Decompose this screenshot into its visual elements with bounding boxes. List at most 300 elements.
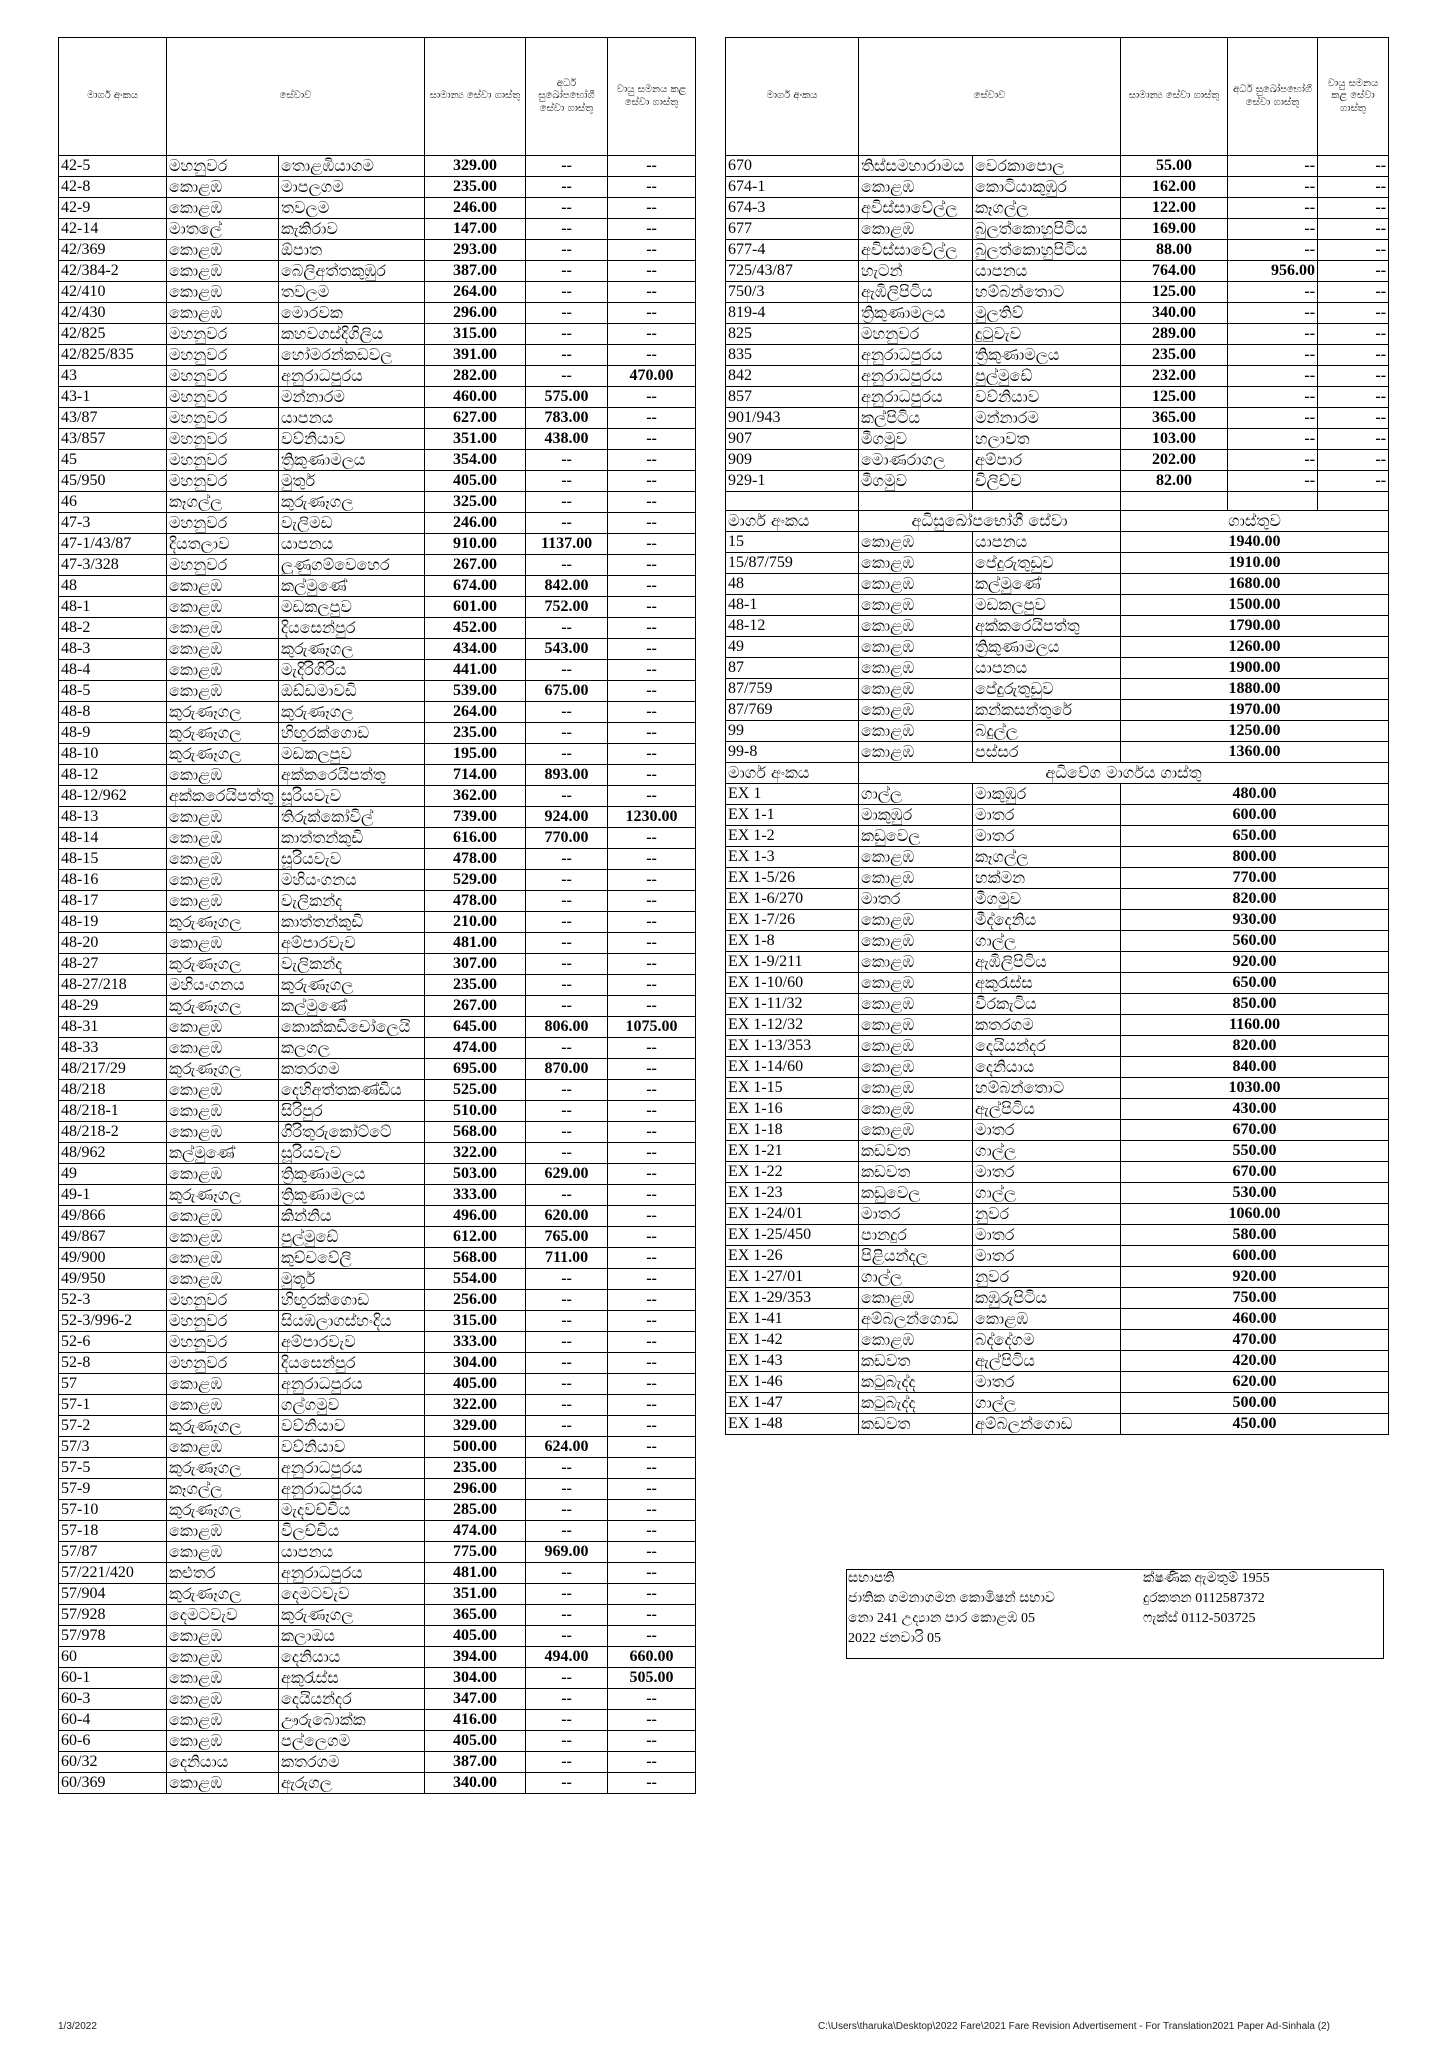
origin: මහනුවර [167, 387, 279, 408]
origin: කොළඹ [167, 261, 279, 282]
route-number: 48/218-2 [59, 1122, 167, 1143]
destination: බුලත්කොහුපිටිය [973, 240, 1121, 261]
ac-fare: 505.00 [608, 1668, 696, 1689]
normal-fare: 147.00 [425, 219, 526, 240]
origin: කොළඹ [859, 1330, 973, 1351]
origin: මහනුවර [167, 1311, 279, 1332]
route-number: 725/43/87 [726, 261, 859, 282]
right-fare-table [725, 37, 1389, 1435]
table-row [59, 870, 696, 891]
table-row [59, 429, 696, 450]
table-row [59, 1038, 696, 1059]
destination: ත්‍රිකුණාමලය [279, 1164, 425, 1185]
normal-fare: 322.00 [425, 1395, 526, 1416]
origin: කොළඹ [167, 1164, 279, 1185]
ac-fare: -- [608, 219, 696, 240]
semi-luxury-fare: -- [526, 1143, 608, 1164]
origin: කොළඹ [859, 931, 973, 952]
semi-luxury-fare: 806.00 [526, 1017, 608, 1038]
semi-luxury-fare: -- [526, 303, 608, 324]
table-row [726, 366, 1389, 387]
route-number: EX 1-46 [726, 1372, 859, 1393]
destination: කුරුණෑගල [279, 639, 425, 660]
ac-fare: -- [608, 198, 696, 219]
luxury-fare: 1250.00 [1121, 721, 1389, 742]
route-number: 48 [59, 576, 167, 597]
table-row [726, 198, 1389, 219]
expressway-fare: 580.00 [1121, 1225, 1389, 1246]
origin: අනුරාධපුරය [859, 345, 973, 366]
table-row [59, 765, 696, 786]
origin: කොළඹ [859, 658, 973, 679]
luxury-fare: 1940.00 [1121, 532, 1389, 553]
sig-address: නො 241 උද්‍යාන පාර කොළඹ 05 [848, 1611, 1035, 1626]
ac-fare: -- [608, 261, 696, 282]
normal-fare: 235.00 [425, 1458, 526, 1479]
table-row [726, 1309, 1389, 1330]
semi-luxury-fare: -- [526, 1395, 608, 1416]
destination: මඩකලපුව [279, 597, 425, 618]
normal-fare: 394.00 [425, 1647, 526, 1668]
ac-fare: -- [608, 1395, 696, 1416]
destination: කල්මුණේ [973, 574, 1121, 595]
ac-fare: -- [1318, 282, 1389, 303]
route-number: 42/384-2 [59, 261, 167, 282]
origin: කොළඹ [167, 639, 279, 660]
table-row [726, 1099, 1389, 1120]
destination: අනුරාධපුරය [279, 1563, 425, 1584]
route-number: 57-2 [59, 1416, 167, 1437]
route-number: EX 1-11/32 [726, 994, 859, 1015]
table-row [59, 597, 696, 618]
normal-fare: 481.00 [425, 933, 526, 954]
route-number: EX 1-2 [726, 826, 859, 847]
destination: ත්‍රිකුණාමලය [973, 637, 1121, 658]
origin: මහනුවර [167, 156, 279, 177]
origin: කොළඹ [167, 1437, 279, 1458]
semi-luxury-fare: -- [526, 1521, 608, 1542]
semi-luxury-fare: -- [526, 1626, 608, 1647]
table-row [59, 219, 696, 240]
route-number: 48-12/962 [59, 786, 167, 807]
origin: අම්බලන්ගොඩ [859, 1309, 973, 1330]
semi-luxury-fare: -- [526, 870, 608, 891]
destination: පස්සර [973, 742, 1121, 763]
table-row [726, 910, 1389, 931]
table-row [726, 637, 1389, 658]
semi-luxury-fare: -- [1228, 198, 1318, 219]
table-row [59, 996, 696, 1017]
semi-luxury-fare: -- [1228, 471, 1318, 492]
semi-luxury-fare: -- [526, 1038, 608, 1059]
origin: කොළඹ [167, 849, 279, 870]
normal-fare: 365.00 [1121, 408, 1228, 429]
luxury-col-service: අධිසුඛෝපභෝගී සේවා [859, 511, 1121, 532]
table-row [59, 1437, 696, 1458]
origin: කොළඹ [859, 973, 973, 994]
route-number: EX 1-43 [726, 1351, 859, 1372]
normal-fare: 235.00 [425, 723, 526, 744]
route-number: EX 1-5/26 [726, 868, 859, 889]
origin: කොළඹ [167, 828, 279, 849]
semi-luxury-fare: -- [526, 1500, 608, 1521]
origin: කොළඹ [859, 1078, 973, 1099]
table-row [726, 324, 1389, 345]
normal-fare: 82.00 [1121, 471, 1228, 492]
destination: වැලිකන්ද [279, 891, 425, 912]
table-row [726, 805, 1389, 826]
normal-fare: 340.00 [425, 1773, 526, 1794]
ac-fare: -- [608, 1164, 696, 1185]
expressway-fare: 600.00 [1121, 805, 1389, 826]
ac-fare: 1230.00 [608, 807, 696, 828]
normal-fare: 267.00 [425, 996, 526, 1017]
semi-luxury-fare: -- [526, 1353, 608, 1374]
origin: දෙමටවැව [167, 1605, 279, 1626]
destination: සූරියවැව [279, 849, 425, 870]
semi-luxury-fare: -- [526, 1479, 608, 1500]
ac-fare: -- [608, 660, 696, 681]
destination: මාතර [973, 1246, 1121, 1267]
route-number: 15/87/759 [726, 553, 859, 574]
origin: මහනුවර [167, 1353, 279, 1374]
table-row [59, 1164, 696, 1185]
destination: කල්මුණේ [279, 996, 425, 1017]
table-row [59, 828, 696, 849]
origin: කටුබැද්ද [859, 1372, 973, 1393]
table-row [726, 721, 1389, 742]
ac-fare: -- [608, 1563, 696, 1584]
destination: දෙයියන්දර [973, 1036, 1121, 1057]
table-row [726, 574, 1389, 595]
ac-fare: 470.00 [608, 366, 696, 387]
destination: ගාල්ල [973, 1141, 1121, 1162]
semi-luxury-fare: -- [526, 723, 608, 744]
ac-fare: -- [608, 828, 696, 849]
destination: දෙයියන්දර [279, 1689, 425, 1710]
expressway-fare: 650.00 [1121, 826, 1389, 847]
table-row [726, 658, 1389, 679]
normal-fare: 441.00 [425, 660, 526, 681]
table-row [726, 156, 1389, 177]
destination: කොටියාකුඹුර [973, 177, 1121, 198]
origin: පානදුර [859, 1225, 973, 1246]
route-number: 45/950 [59, 471, 167, 492]
origin: කොළඹ [167, 765, 279, 786]
normal-fare: 481.00 [425, 1563, 526, 1584]
origin: කොළඹ [859, 952, 973, 973]
expressway-fare: 480.00 [1121, 784, 1389, 805]
ac-fare: -- [608, 954, 696, 975]
route-number: 48-5 [59, 681, 167, 702]
normal-fare: 365.00 [425, 1605, 526, 1626]
origin: කුරුණෑගල [167, 1458, 279, 1479]
origin: මහියංගනය [167, 975, 279, 996]
semi-luxury-fare: -- [526, 618, 608, 639]
destination: ත්‍රිකුණාමලය [973, 345, 1121, 366]
origin: මහනුවර [167, 429, 279, 450]
ac-fare: -- [608, 156, 696, 177]
origin: අවිස්සාවේල්ල [859, 240, 973, 261]
table-row [59, 1605, 696, 1626]
semi-luxury-fare: -- [526, 1185, 608, 1206]
normal-fare: 296.00 [425, 303, 526, 324]
expressway-fare: 920.00 [1121, 1267, 1389, 1288]
origin: කොළඹ [167, 597, 279, 618]
origin: කොළඹ [167, 891, 279, 912]
table-row [59, 408, 696, 429]
normal-fare: 452.00 [425, 618, 526, 639]
destination: ගාල්ල [973, 1393, 1121, 1414]
normal-fare: 568.00 [425, 1122, 526, 1143]
semi-luxury-fare: -- [526, 366, 608, 387]
route-number: EX 1-8 [726, 931, 859, 952]
route-number: 43-1 [59, 387, 167, 408]
semi-luxury-fare: 842.00 [526, 576, 608, 597]
table-row [59, 1689, 696, 1710]
ac-fare: -- [1318, 219, 1389, 240]
origin: කොළඹ [167, 1374, 279, 1395]
semi-luxury-fare: -- [526, 1689, 608, 1710]
normal-fare: 362.00 [425, 786, 526, 807]
normal-fare: 474.00 [425, 1038, 526, 1059]
route-number: 57/87 [59, 1542, 167, 1563]
table-row [726, 553, 1389, 574]
origin: පිළියන්දල [859, 1246, 973, 1267]
destination: ත්‍රිකුණාමලය [279, 1185, 425, 1206]
semi-luxury-fare: -- [526, 1731, 608, 1752]
table-row [59, 1563, 696, 1584]
expressway-fare: 930.00 [1121, 910, 1389, 931]
route-number: 47-1/43/87 [59, 534, 167, 555]
route-number: 929-1 [726, 471, 859, 492]
route-number: 819-4 [726, 303, 859, 324]
destination: මාතර [973, 1372, 1121, 1393]
route-number: 48-4 [59, 660, 167, 681]
expressway-fare: 840.00 [1121, 1057, 1389, 1078]
destination: ලුණුගම්වෙහෙර [279, 555, 425, 576]
normal-fare: 387.00 [425, 1752, 526, 1773]
semi-luxury-fare: -- [1228, 177, 1318, 198]
route-number: 909 [726, 450, 859, 471]
expressway-fare: 560.00 [1121, 931, 1389, 952]
semi-luxury-fare: -- [526, 240, 608, 261]
origin: කොළඹ [167, 1269, 279, 1290]
table-row [59, 1416, 696, 1437]
normal-fare: 739.00 [425, 807, 526, 828]
route-number: 47-3 [59, 513, 167, 534]
route-number: 57-10 [59, 1500, 167, 1521]
normal-fare: 333.00 [425, 1332, 526, 1353]
ac-fare: -- [608, 1248, 696, 1269]
destination: මහියංගනය [279, 870, 425, 891]
destination: යාපනය [279, 408, 425, 429]
ac-fare: -- [608, 912, 696, 933]
origin: කොළඹ [167, 681, 279, 702]
semi-luxury-fare: -- [526, 261, 608, 282]
table-row [726, 387, 1389, 408]
ac-fare: -- [608, 639, 696, 660]
table-row [59, 261, 696, 282]
normal-fare: 169.00 [1121, 219, 1228, 240]
destination: කෑගල්ල [973, 198, 1121, 219]
normal-fare: 500.00 [425, 1437, 526, 1458]
destination: බෙලිඅත්තකුඹුර [279, 261, 425, 282]
destination: හෝමරන්කඩවල [279, 345, 425, 366]
normal-fare: 775.00 [425, 1542, 526, 1563]
destination: පේදුරුතුඩුව [973, 553, 1121, 574]
table-row [59, 387, 696, 408]
normal-fare: 256.00 [425, 1290, 526, 1311]
destination: මැදවච්චිය [279, 1500, 425, 1521]
destination: තවලම [279, 198, 425, 219]
ac-fare: -- [608, 996, 696, 1017]
semi-luxury-fare: 770.00 [526, 828, 608, 849]
ac-fare: -- [608, 1731, 696, 1752]
semi-luxury-fare: -- [526, 1101, 608, 1122]
table-row [726, 219, 1389, 240]
destination: මඩකලපුව [973, 595, 1121, 616]
ac-fare: -- [608, 1542, 696, 1563]
expressway-fare: 850.00 [1121, 994, 1389, 1015]
table-row [726, 1204, 1389, 1225]
expressway-fare: 920.00 [1121, 952, 1389, 973]
destination: හම්බන්තොට [973, 1078, 1121, 1099]
route-number: 57-18 [59, 1521, 167, 1542]
origin: කොළඹ [167, 1710, 279, 1731]
route-number: 857 [726, 387, 859, 408]
expressway-fare: 750.00 [1121, 1288, 1389, 1309]
origin: මහනුවර [167, 471, 279, 492]
semi-luxury-fare: 752.00 [526, 597, 608, 618]
normal-fare: 122.00 [1121, 198, 1228, 219]
table-row [59, 1185, 696, 1206]
ac-fare: -- [1318, 450, 1389, 471]
origin: කොළඹ [859, 595, 973, 616]
route-number: EX 1-23 [726, 1183, 859, 1204]
col-route-no: මාර්ග අංකය [726, 38, 859, 156]
destination: අක්කරෙයිපත්තු [279, 765, 425, 786]
destination: මන්නාරම [279, 387, 425, 408]
destination: කුච්චවේලි [279, 1248, 425, 1269]
luxury-fare: 1970.00 [1121, 700, 1389, 721]
table-row [59, 1584, 696, 1605]
semi-luxury-fare: -- [1228, 324, 1318, 345]
semi-luxury-fare: -- [526, 156, 608, 177]
expressway-fare: 470.00 [1121, 1330, 1389, 1351]
route-number: 43 [59, 366, 167, 387]
route-number: EX 1-21 [726, 1141, 859, 1162]
route-number: 60-6 [59, 1731, 167, 1752]
route-number: EX 1-9/211 [726, 952, 859, 973]
normal-fare: 525.00 [425, 1080, 526, 1101]
normal-fare: 293.00 [425, 240, 526, 261]
normal-fare: 315.00 [425, 1311, 526, 1332]
blank-row [726, 492, 1389, 511]
col-normal-fare: සාමාන්‍ය සේවා ගාස්තු [425, 38, 526, 156]
normal-fare: 232.00 [1121, 366, 1228, 387]
semi-luxury-fare: 924.00 [526, 807, 608, 828]
normal-fare: 695.00 [425, 1059, 526, 1080]
route-number: 48-33 [59, 1038, 167, 1059]
ac-fare: -- [608, 1752, 696, 1773]
route-number: 42-9 [59, 198, 167, 219]
origin: මහනුවර [859, 324, 973, 345]
ac-fare: -- [608, 1227, 696, 1248]
origin: කළුතර [167, 1563, 279, 1584]
origin: කොළඹ [167, 1647, 279, 1668]
destination: වීරකැටිය [973, 994, 1121, 1015]
route-number: 60-3 [59, 1689, 167, 1710]
destination: ගිරිතුරුකෝට්ටේ [279, 1122, 425, 1143]
origin: කොළඹ [167, 1773, 279, 1794]
table-row [726, 700, 1389, 721]
normal-fare: 478.00 [425, 891, 526, 912]
route-number: 60/369 [59, 1773, 167, 1794]
origin: කොළඹ [167, 1080, 279, 1101]
ac-fare: -- [608, 345, 696, 366]
table-row [59, 1248, 696, 1269]
route-number: 670 [726, 156, 859, 177]
route-number: 48-16 [59, 870, 167, 891]
destination: ඇල්පිටිය [973, 1099, 1121, 1120]
table-row [59, 1122, 696, 1143]
normal-fare: 460.00 [425, 387, 526, 408]
table-row [726, 1036, 1389, 1057]
route-number: 45 [59, 450, 167, 471]
table-row [726, 471, 1389, 492]
ac-fare: -- [608, 576, 696, 597]
destination: බදුල්ල [973, 721, 1121, 742]
destination: දෙහිඅත්තකණ්ඩිය [279, 1080, 425, 1101]
origin: මහනුවර [167, 555, 279, 576]
semi-luxury-fare: -- [1228, 450, 1318, 471]
origin: කොළඹ [167, 933, 279, 954]
origin: කොළඹ [859, 1120, 973, 1141]
origin: කොළඹ [167, 240, 279, 261]
table-row [726, 1183, 1389, 1204]
destination: හිඟුරක්ගොඩ [279, 1290, 425, 1311]
origin: මහනුවර [167, 324, 279, 345]
expressway-fare: 670.00 [1121, 1120, 1389, 1141]
origin: කොළඹ [859, 1036, 973, 1057]
origin: කොළඹ [859, 742, 973, 763]
normal-fare: 325.00 [425, 492, 526, 513]
semi-luxury-fare: -- [526, 996, 608, 1017]
table-row [726, 931, 1389, 952]
normal-fare: 55.00 [1121, 156, 1228, 177]
destination: වව්නියාව [279, 429, 425, 450]
table-row [59, 450, 696, 471]
destination: වව්නියාව [279, 1437, 425, 1458]
destination: කලගල [279, 1038, 425, 1059]
normal-fare: 235.00 [1121, 345, 1228, 366]
table-row [59, 1647, 696, 1668]
table-row [59, 681, 696, 702]
route-number: 42/369 [59, 240, 167, 261]
ac-fare: -- [1318, 177, 1389, 198]
semi-luxury-fare: -- [526, 1080, 608, 1101]
table-row [59, 513, 696, 534]
destination: අකුරැස්ස [973, 973, 1121, 994]
expressway-fare: 800.00 [1121, 847, 1389, 868]
table-row [59, 1542, 696, 1563]
origin: කොළඹ [167, 1206, 279, 1227]
destination: පල්ලෙගම [279, 1731, 425, 1752]
table-row [726, 345, 1389, 366]
destination: මැදිරිගිරිය [279, 660, 425, 681]
route-number: EX 1-6/270 [726, 889, 859, 910]
